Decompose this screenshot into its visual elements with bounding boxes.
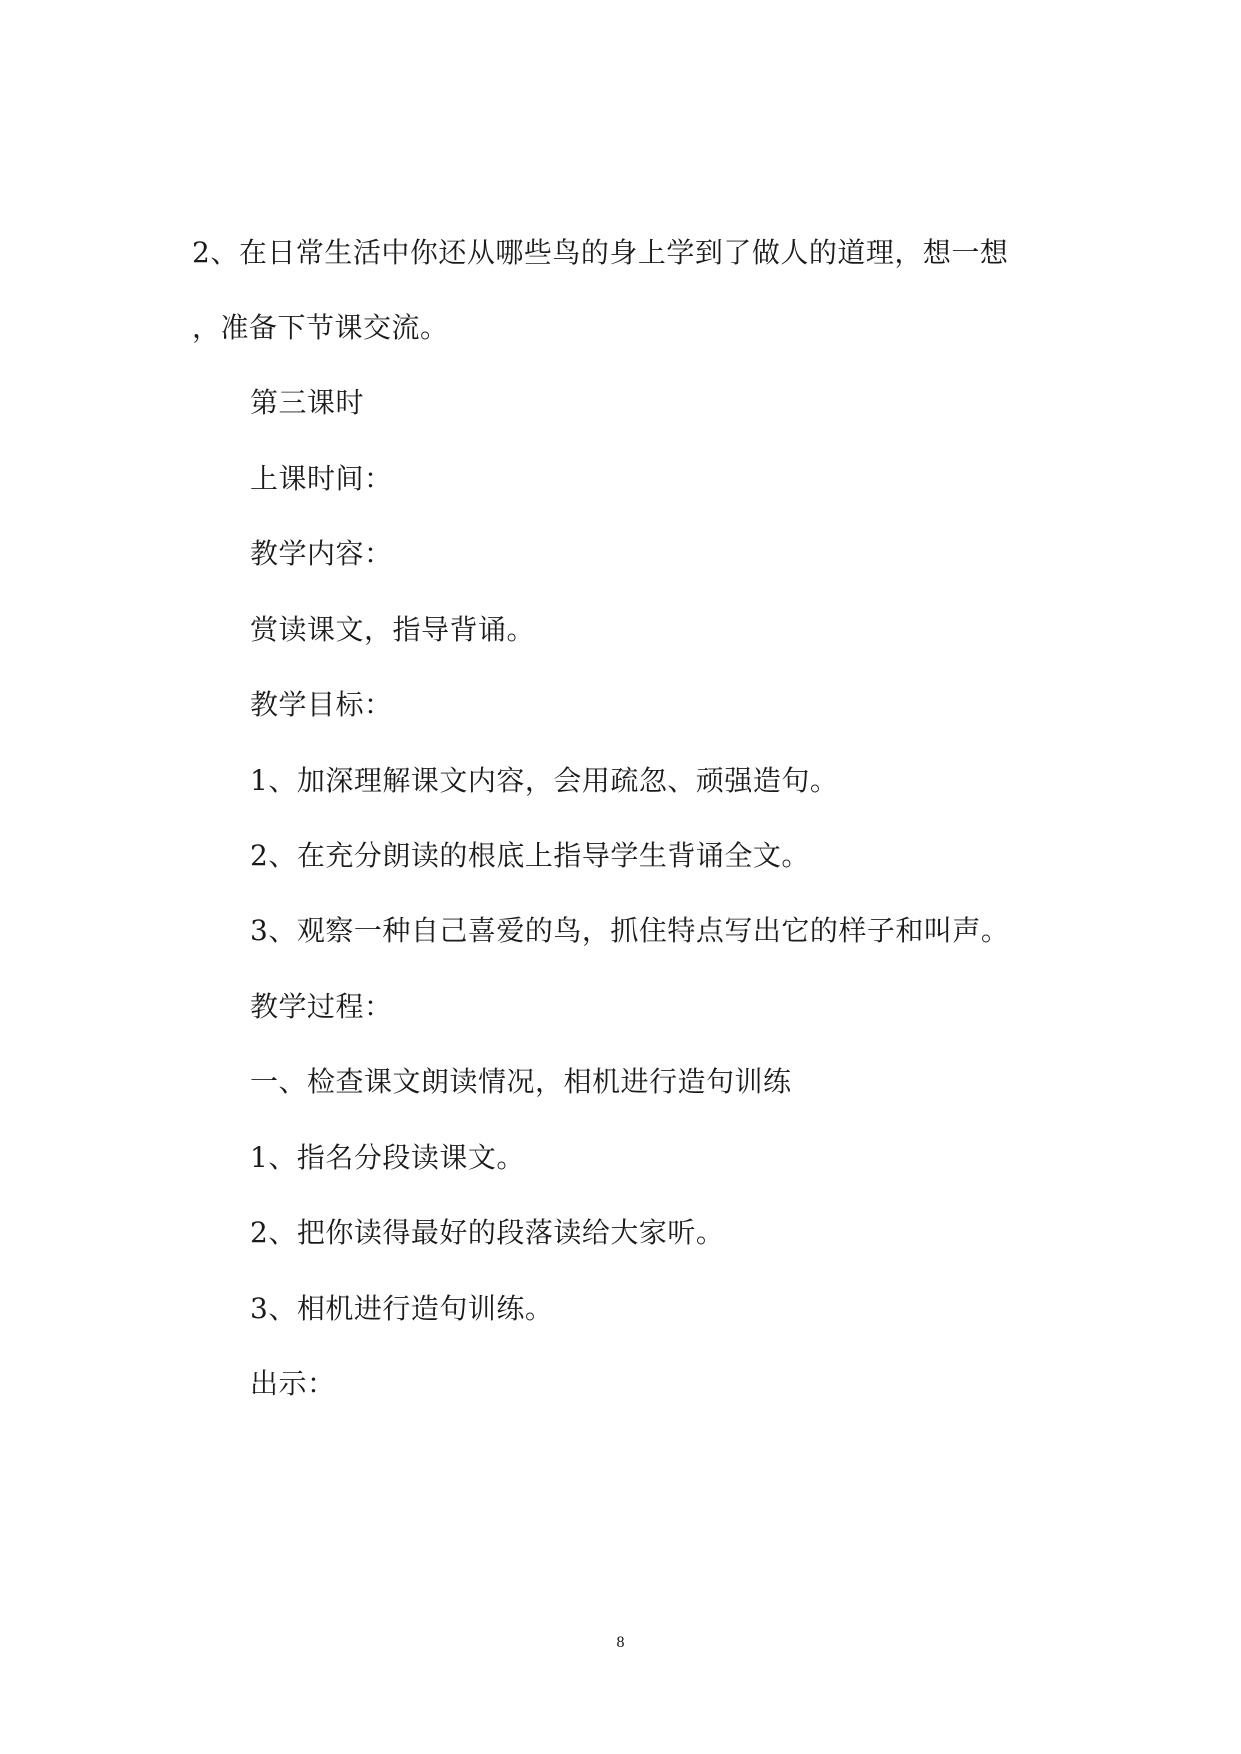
paragraph-line: 3、观察一种自己喜爱的鸟，抓住特点写出它的样子和叫声。 bbox=[250, 914, 1010, 947]
paragraph-line: 教学内容： bbox=[250, 537, 393, 570]
paragraph-line: 赏读课文，指导背诵。 bbox=[250, 613, 536, 646]
page-number: 8 bbox=[616, 1634, 625, 1651]
paragraph-line: 教学目标： bbox=[250, 688, 393, 721]
paragraph-line: 3、相机进行造句训练。 bbox=[250, 1292, 554, 1325]
paragraph-line: 教学过程： bbox=[250, 990, 393, 1023]
paragraph-line: 一、检查课文朗读情况，相机进行造句训练 bbox=[250, 1065, 792, 1098]
section-heading: 第三课时 bbox=[250, 386, 365, 419]
paragraph-line: 2、把你读得最好的段落读给大家听。 bbox=[250, 1216, 725, 1249]
paragraph-line: 1、指名分段读课文。 bbox=[250, 1141, 525, 1174]
paragraph-line: 出示： bbox=[250, 1367, 336, 1400]
paragraph-line: 2、在日常生活中你还从哪些鸟的身上学到了做人的道理，想一想 bbox=[192, 236, 1009, 269]
paragraph-line: ，准备下节课交流。 bbox=[192, 311, 449, 344]
paragraph-line: 1、加深理解课文内容，会用疏忽、顽强造句。 bbox=[250, 764, 839, 797]
paragraph-line: 上课时间： bbox=[250, 462, 393, 495]
paragraph-line: 2、在充分朗读的根底上指导学生背诵全文。 bbox=[250, 839, 810, 872]
